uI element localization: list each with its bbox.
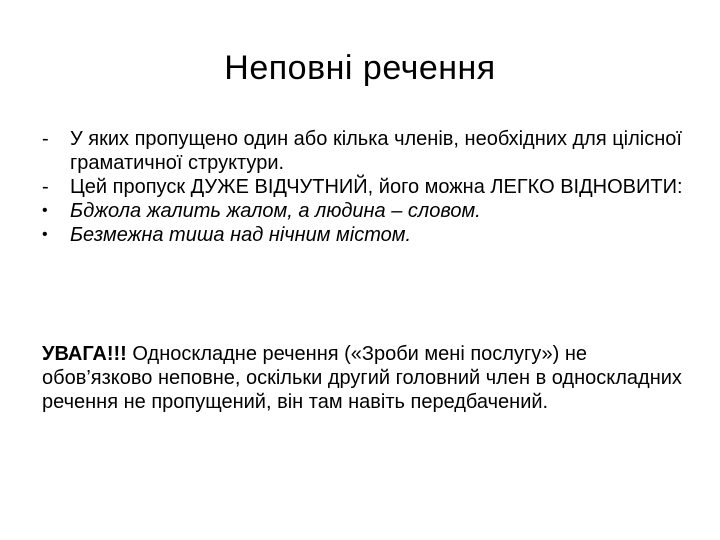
example-sentence: Безмежна тиша над нічним містом. xyxy=(70,224,412,246)
warning-label: УВАГА!!! xyxy=(42,343,127,365)
warning-note xyxy=(42,342,692,414)
list-item-text: У яких пропущено один або кілька членів, необхідних для цілісної граматичної структури. xyxy=(70,128,682,174)
content-list xyxy=(42,127,692,247)
list-item xyxy=(42,175,692,199)
list-item-text: Цей пропуск ДУЖЕ ВІДЧУТНИЙ, його можна ЛЕГКО ВІДНОВИТИ: xyxy=(70,176,683,198)
example-sentence: Бджола жалить жалом, а людина – словом. xyxy=(70,200,481,222)
dash-marker: - xyxy=(42,176,49,198)
bullet-marker: • xyxy=(42,226,48,243)
slide-title: Неповні речення xyxy=(224,49,496,87)
dash-marker: - xyxy=(42,128,49,150)
list-item xyxy=(42,199,692,223)
list-item xyxy=(42,127,692,175)
list-item xyxy=(42,223,692,247)
bullet-marker: • xyxy=(42,202,48,219)
warning-text: Односкладне речення («Зроби мені послугу») не обов’язково неповне, оскільки другий головний член в односкладних речення не пропущений, він там навіть передбачений. xyxy=(42,343,682,413)
